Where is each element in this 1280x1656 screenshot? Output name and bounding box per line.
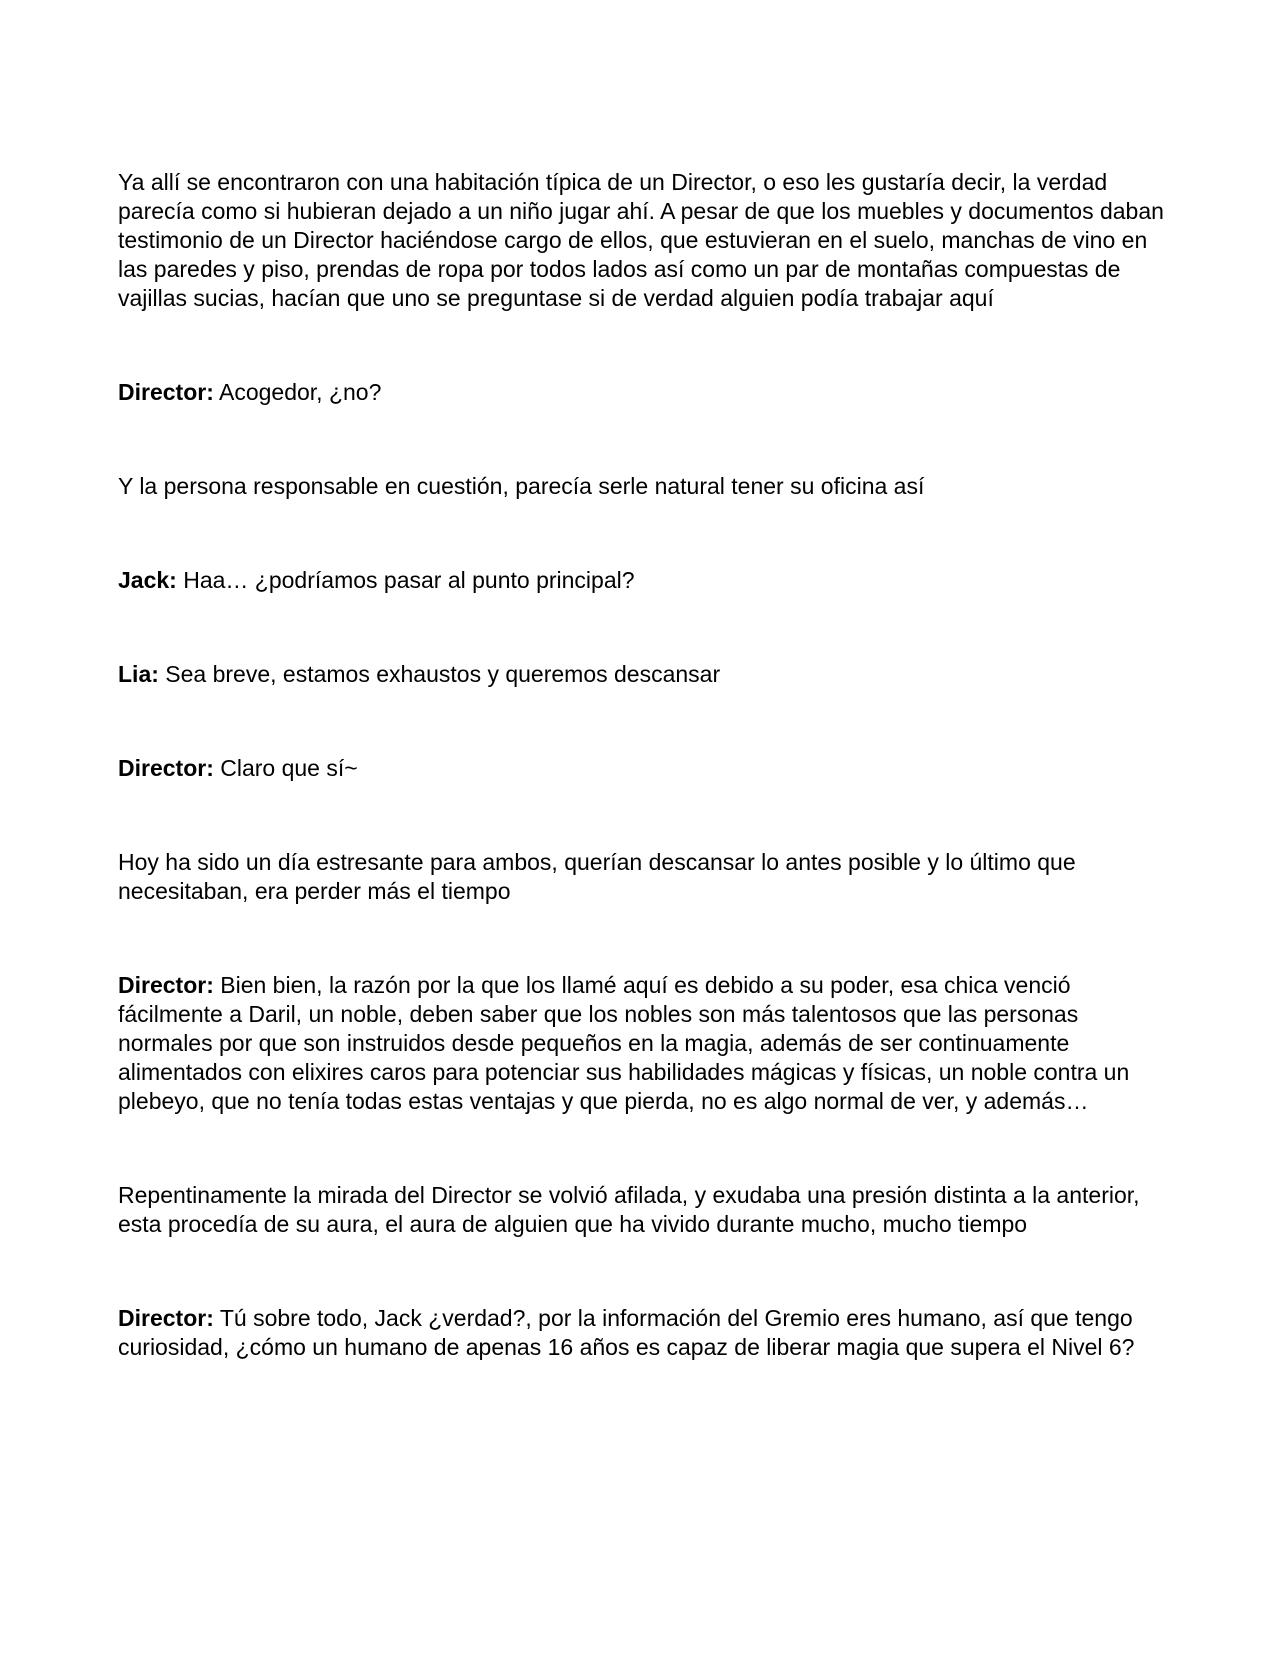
dialogue-text: Bien bien, la razón por la que los llamé aquí es debido a su poder, esa chica venció fácilmente a Daril, un noble, deben saber que los nobles son más talentosos que las personas normales por que son instruidos desde pequeños en la magia, además de ser continuamente alimentados con elixires caros para potenciar sus habilidades mágicas y físicas, un noble contra un plebeyo, que no tenía todas estas ventajas y que pierda, no es algo normal de ver, y además… (118, 972, 1130, 1114)
dialogue-text: Claro que sí~ (220, 755, 358, 781)
dialogue-text: Haa… ¿podríamos pasar al punto principal? (183, 567, 635, 593)
narration-paragraph (118, 848, 1168, 906)
dialogue-paragraph (118, 378, 1168, 407)
speaker-label: Jack: (118, 567, 177, 593)
narration-paragraph (118, 168, 1168, 313)
dialogue-paragraph (118, 660, 1168, 689)
paragraph-text: Ya allí se encontraron con una habitación típica de un Director, o eso les gustaría decir, la verdad parecía como si hubieran dejado a un niño jugar ahí. A pesar de que los muebles y documentos daban testimonio de un Director haciéndose cargo de ellos, que estuvieran en el suelo, manchas de vino en las paredes y piso, prendas de ropa por todos lados así como un par de montañas compuestas de vajillas sucias, hacían que uno se preguntase si de verdad alguien podía trabajar aquí (118, 169, 1164, 311)
narration-paragraph (118, 472, 1168, 501)
paragraph-text: Repentinamente la mirada del Director se volvió afilada, y exudaba una presión distinta a la anterior, esta procedía de su aura, el aura de alguien que ha vivido durante mucho, mucho tiempo (118, 1182, 1140, 1237)
speaker-label: Director: (118, 1305, 214, 1331)
document-page (118, 168, 1168, 1362)
dialogue-paragraph (118, 971, 1168, 1116)
dialogue-paragraph (118, 754, 1168, 783)
speaker-label: Director: (118, 379, 214, 405)
speaker-label: Lia: (118, 661, 159, 687)
dialogue-text: Acogedor, ¿no? (218, 379, 382, 405)
dialogue-paragraph (118, 566, 1168, 595)
speaker-label: Director: (118, 755, 214, 781)
dialogue-text: Tú sobre todo, Jack ¿verdad?, por la información del Gremio eres humano, así que tengo curiosidad, ¿cómo un humano de apenas 16 años es capaz de liberar magia que supera el Nivel 6? (118, 1305, 1135, 1360)
paragraph-text: Hoy ha sido un día estresante para ambos, querían descansar lo antes posible y lo último que necesitaban, era perder más el tiempo (118, 849, 1076, 904)
dialogue-text: Sea breve, estamos exhaustos y queremos descansar (165, 661, 721, 687)
paragraph-text: Y la persona responsable en cuestión, parecía serle natural tener su oficina así (118, 473, 925, 499)
narration-paragraph (118, 1181, 1168, 1239)
speaker-label: Director: (118, 972, 214, 998)
dialogue-paragraph (118, 1304, 1168, 1362)
